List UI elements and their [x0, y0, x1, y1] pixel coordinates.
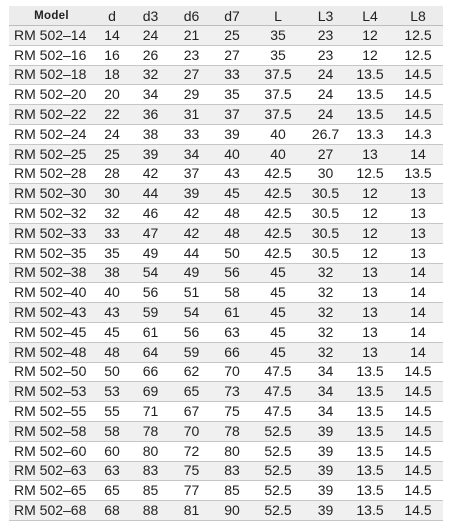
- cell-d6: 62: [171, 362, 212, 382]
- cell-l4: 13: [347, 283, 393, 303]
- cell-l8: 14: [393, 144, 443, 164]
- cell-model: RM 502–65: [9, 481, 94, 501]
- cell-d: 40: [94, 283, 130, 303]
- cell-d3: 64: [130, 342, 171, 362]
- cell-d7: 50: [212, 243, 252, 263]
- cell-l8: 14.5: [393, 461, 443, 481]
- cell-d7: 40: [212, 144, 252, 164]
- cell-l4: 12: [347, 45, 393, 65]
- table-row: [9, 85, 443, 105]
- cell-d7: 58: [212, 283, 252, 303]
- table-row: [9, 303, 443, 323]
- table-row: [9, 223, 443, 243]
- cell-d: 53: [94, 382, 130, 402]
- table-row: [9, 184, 443, 204]
- cell-l4: 13.5: [347, 481, 393, 501]
- cell-l4: 13.5: [347, 461, 393, 481]
- cell-l3: 30.5: [304, 223, 347, 243]
- cell-d3: 78: [130, 421, 171, 441]
- cell-l4: 13.5: [347, 65, 393, 85]
- cell-model: RM 502–24: [9, 124, 94, 144]
- cell-l8: 14.5: [393, 362, 443, 382]
- column-header-l4: L4: [347, 6, 393, 26]
- table-row: [9, 105, 443, 125]
- table-row: [9, 243, 443, 263]
- cell-l: 52.5: [252, 421, 304, 441]
- cell-l8: 14: [393, 342, 443, 362]
- cell-d3: 42: [130, 164, 171, 184]
- cell-d: 43: [94, 303, 130, 323]
- cell-model: RM 502–45: [9, 322, 94, 342]
- cell-d3: 32: [130, 65, 171, 85]
- cell-d6: 81: [171, 501, 212, 521]
- column-header-l: L: [252, 6, 304, 26]
- table-row: [9, 461, 443, 481]
- cell-d3: 34: [130, 85, 171, 105]
- cell-d3: 49: [130, 243, 171, 263]
- cell-l: 37.5: [252, 105, 304, 125]
- cell-l: 45: [252, 342, 304, 362]
- cell-l8: 14.5: [393, 501, 443, 521]
- cell-d: 14: [94, 26, 130, 46]
- cell-d6: 39: [171, 184, 212, 204]
- cell-l8: 14.5: [393, 402, 443, 422]
- cell-model: RM 502–33: [9, 223, 94, 243]
- cell-model: RM 502–16: [9, 45, 94, 65]
- cell-l: 52.5: [252, 481, 304, 501]
- cell-l: 47.5: [252, 402, 304, 422]
- cell-d: 60: [94, 441, 130, 461]
- cell-model: RM 502–50: [9, 362, 94, 382]
- cell-l4: 13: [347, 322, 393, 342]
- table-row: [9, 144, 443, 164]
- cell-l3: 27: [304, 144, 347, 164]
- cell-l: 45: [252, 322, 304, 342]
- cell-l3: 30.5: [304, 243, 347, 263]
- cell-model: RM 502–38: [9, 263, 94, 283]
- cell-model: RM 502–40: [9, 283, 94, 303]
- cell-l8: 14: [393, 303, 443, 323]
- cell-l: 52.5: [252, 461, 304, 481]
- cell-model: RM 502–48: [9, 342, 94, 362]
- cell-l8: 13.5: [393, 164, 443, 184]
- cell-d3: 88: [130, 501, 171, 521]
- cell-l3: 34: [304, 402, 347, 422]
- cell-l4: 12: [347, 26, 393, 46]
- cell-d7: 61: [212, 303, 252, 323]
- cell-l8: 14.5: [393, 441, 443, 461]
- table-row: [9, 283, 443, 303]
- cell-l3: 32: [304, 283, 347, 303]
- cell-d7: 33: [212, 65, 252, 85]
- column-header-d: d: [94, 6, 130, 26]
- cell-l: 42.5: [252, 204, 304, 224]
- cell-d: 25: [94, 144, 130, 164]
- cell-d: 18: [94, 65, 130, 85]
- cell-d6: 67: [171, 402, 212, 422]
- table-row: [9, 164, 443, 184]
- table-row: [9, 481, 443, 501]
- cell-l: 42.5: [252, 164, 304, 184]
- cell-l3: 30.5: [304, 204, 347, 224]
- cell-l8: 14.5: [393, 481, 443, 501]
- cell-d7: 48: [212, 223, 252, 243]
- cell-l: 42.5: [252, 243, 304, 263]
- cell-l: 35: [252, 26, 304, 46]
- cell-d7: 85: [212, 481, 252, 501]
- cell-l4: 13.3: [347, 124, 393, 144]
- cell-d: 55: [94, 402, 130, 422]
- cell-d7: 45: [212, 184, 252, 204]
- column-header-l3: L3: [304, 6, 347, 26]
- cell-d6: 59: [171, 342, 212, 362]
- cell-l: 35: [252, 45, 304, 65]
- cell-l3: 39: [304, 481, 347, 501]
- cell-d6: 72: [171, 441, 212, 461]
- cell-d7: 70: [212, 362, 252, 382]
- cell-l: 52.5: [252, 441, 304, 461]
- cell-l: 52.5: [252, 501, 304, 521]
- column-header-d7: d7: [212, 6, 252, 26]
- cell-d6: 54: [171, 303, 212, 323]
- cell-l8: 12.5: [393, 45, 443, 65]
- cell-d6: 23: [171, 45, 212, 65]
- cell-l4: 12: [347, 223, 393, 243]
- cell-d7: 83: [212, 461, 252, 481]
- cell-d3: 69: [130, 382, 171, 402]
- cell-d: 58: [94, 421, 130, 441]
- table-row: [9, 322, 443, 342]
- model-spec-table: [9, 6, 443, 521]
- cell-l8: 14.5: [393, 65, 443, 85]
- cell-l3: 32: [304, 322, 347, 342]
- cell-model: RM 502–53: [9, 382, 94, 402]
- cell-l3: 39: [304, 501, 347, 521]
- cell-l4: 13: [347, 263, 393, 283]
- cell-d: 65: [94, 481, 130, 501]
- cell-d: 33: [94, 223, 130, 243]
- cell-l3: 39: [304, 441, 347, 461]
- cell-d6: 49: [171, 263, 212, 283]
- cell-l8: 14: [393, 263, 443, 283]
- cell-d: 48: [94, 342, 130, 362]
- cell-d: 24: [94, 124, 130, 144]
- cell-d3: 26: [130, 45, 171, 65]
- cell-l: 42.5: [252, 184, 304, 204]
- cell-model: RM 502–22: [9, 105, 94, 125]
- cell-model: RM 502–58: [9, 421, 94, 441]
- table-row: [9, 263, 443, 283]
- cell-d3: 59: [130, 303, 171, 323]
- cell-d7: 25: [212, 26, 252, 46]
- cell-d: 16: [94, 45, 130, 65]
- cell-l4: 13.5: [347, 105, 393, 125]
- table-row: [9, 382, 443, 402]
- cell-l4: 13.5: [347, 382, 393, 402]
- cell-l8: 13: [393, 243, 443, 263]
- cell-d6: 42: [171, 223, 212, 243]
- cell-l4: 13.5: [347, 421, 393, 441]
- cell-l8: 14: [393, 283, 443, 303]
- cell-l4: 13.5: [347, 402, 393, 422]
- cell-l: 42.5: [252, 223, 304, 243]
- cell-model: RM 502–20: [9, 85, 94, 105]
- cell-l4: 13: [347, 342, 393, 362]
- cell-model: RM 502–28: [9, 164, 94, 184]
- cell-l: 40: [252, 124, 304, 144]
- cell-model: RM 502–30: [9, 184, 94, 204]
- cell-model: RM 502–35: [9, 243, 94, 263]
- cell-d3: 80: [130, 441, 171, 461]
- cell-l3: 26.7: [304, 124, 347, 144]
- cell-d3: 47: [130, 223, 171, 243]
- cell-model: RM 502–18: [9, 65, 94, 85]
- cell-l8: 13: [393, 204, 443, 224]
- cell-l8: 14.5: [393, 421, 443, 441]
- cell-l8: 14.5: [393, 382, 443, 402]
- table-row: [9, 124, 443, 144]
- table-row: [9, 362, 443, 382]
- cell-d6: 31: [171, 105, 212, 125]
- cell-l3: 24: [304, 105, 347, 125]
- cell-d7: 56: [212, 263, 252, 283]
- cell-d3: 83: [130, 461, 171, 481]
- cell-model: RM 502–63: [9, 461, 94, 481]
- table-row: [9, 26, 443, 46]
- cell-d: 28: [94, 164, 130, 184]
- cell-l4: 12: [347, 184, 393, 204]
- cell-d3: 38: [130, 124, 171, 144]
- cell-l4: 13: [347, 144, 393, 164]
- cell-l3: 23: [304, 26, 347, 46]
- cell-l3: 30: [304, 164, 347, 184]
- cell-d6: 56: [171, 322, 212, 342]
- table-header-row: [9, 6, 443, 26]
- column-header-model: Model: [9, 6, 94, 26]
- cell-l4: 12: [347, 243, 393, 263]
- cell-d7: 35: [212, 85, 252, 105]
- cell-model: RM 502–60: [9, 441, 94, 461]
- cell-d7: 66: [212, 342, 252, 362]
- table-row: [9, 204, 443, 224]
- cell-d6: 34: [171, 144, 212, 164]
- cell-d3: 46: [130, 204, 171, 224]
- cell-d6: 29: [171, 85, 212, 105]
- cell-d7: 27: [212, 45, 252, 65]
- cell-d6: 21: [171, 26, 212, 46]
- cell-l4: 13.5: [347, 85, 393, 105]
- cell-l: 47.5: [252, 362, 304, 382]
- cell-l8: 12.5: [393, 26, 443, 46]
- cell-l4: 13.5: [347, 501, 393, 521]
- cell-d7: 78: [212, 421, 252, 441]
- cell-d3: 71: [130, 402, 171, 422]
- cell-d: 22: [94, 105, 130, 125]
- cell-l3: 34: [304, 382, 347, 402]
- cell-d6: 77: [171, 481, 212, 501]
- cell-d3: 61: [130, 322, 171, 342]
- cell-l: 37.5: [252, 65, 304, 85]
- table-body: [9, 26, 443, 521]
- column-header-d6: d6: [171, 6, 212, 26]
- cell-d6: 37: [171, 164, 212, 184]
- cell-d7: 75: [212, 402, 252, 422]
- table-row: [9, 421, 443, 441]
- cell-l3: 23: [304, 45, 347, 65]
- cell-l: 37.5: [252, 85, 304, 105]
- cell-d: 35: [94, 243, 130, 263]
- cell-l: 45: [252, 283, 304, 303]
- table-row: [9, 45, 443, 65]
- cell-l3: 32: [304, 263, 347, 283]
- cell-d: 68: [94, 501, 130, 521]
- cell-l: 45: [252, 263, 304, 283]
- cell-l8: 13: [393, 223, 443, 243]
- cell-l: 40: [252, 144, 304, 164]
- cell-d: 20: [94, 85, 130, 105]
- cell-l3: 32: [304, 342, 347, 362]
- cell-l3: 39: [304, 421, 347, 441]
- cell-d3: 85: [130, 481, 171, 501]
- cell-d3: 54: [130, 263, 171, 283]
- cell-l3: 24: [304, 65, 347, 85]
- table-row: [9, 441, 443, 461]
- cell-d7: 80: [212, 441, 252, 461]
- cell-l8: 14.5: [393, 105, 443, 125]
- cell-d3: 66: [130, 362, 171, 382]
- column-header-l8: L8: [393, 6, 443, 26]
- cell-l3: 24: [304, 85, 347, 105]
- table-row: [9, 402, 443, 422]
- cell-model: RM 502–25: [9, 144, 94, 164]
- cell-d7: 39: [212, 124, 252, 144]
- cell-d: 32: [94, 204, 130, 224]
- cell-l3: 30.5: [304, 184, 347, 204]
- cell-d: 30: [94, 184, 130, 204]
- table-row: [9, 65, 443, 85]
- cell-d6: 51: [171, 283, 212, 303]
- cell-l: 45: [252, 303, 304, 323]
- cell-l8: 14.3: [393, 124, 443, 144]
- cell-l8: 14.5: [393, 85, 443, 105]
- cell-d: 63: [94, 461, 130, 481]
- cell-d6: 44: [171, 243, 212, 263]
- cell-d6: 75: [171, 461, 212, 481]
- cell-d3: 39: [130, 144, 171, 164]
- cell-d: 38: [94, 263, 130, 283]
- cell-d6: 65: [171, 382, 212, 402]
- column-header-d3: d3: [130, 6, 171, 26]
- cell-d3: 56: [130, 283, 171, 303]
- cell-l4: 12.5: [347, 164, 393, 184]
- cell-d7: 90: [212, 501, 252, 521]
- cell-d6: 70: [171, 421, 212, 441]
- cell-l4: 13.5: [347, 441, 393, 461]
- cell-d7: 63: [212, 322, 252, 342]
- cell-d7: 37: [212, 105, 252, 125]
- cell-l8: 14: [393, 322, 443, 342]
- table-row: [9, 342, 443, 362]
- cell-d7: 48: [212, 204, 252, 224]
- cell-d3: 36: [130, 105, 171, 125]
- cell-l4: 12: [347, 204, 393, 224]
- cell-d6: 27: [171, 65, 212, 85]
- cell-l4: 13.5: [347, 362, 393, 382]
- cell-d: 45: [94, 322, 130, 342]
- cell-model: RM 502–55: [9, 402, 94, 422]
- cell-model: RM 502–32: [9, 204, 94, 224]
- cell-l: 47.5: [252, 382, 304, 402]
- cell-l3: 34: [304, 362, 347, 382]
- cell-d3: 24: [130, 26, 171, 46]
- cell-d6: 33: [171, 124, 212, 144]
- cell-d6: 42: [171, 204, 212, 224]
- cell-model: RM 502–43: [9, 303, 94, 323]
- cell-l4: 13: [347, 303, 393, 323]
- cell-model: RM 502–68: [9, 501, 94, 521]
- cell-d3: 44: [130, 184, 171, 204]
- cell-l3: 32: [304, 303, 347, 323]
- cell-l8: 13: [393, 184, 443, 204]
- cell-d7: 73: [212, 382, 252, 402]
- cell-d7: 43: [212, 164, 252, 184]
- cell-d: 50: [94, 362, 130, 382]
- cell-l3: 39: [304, 461, 347, 481]
- table-row: [9, 501, 443, 521]
- cell-model: RM 502–14: [9, 26, 94, 46]
